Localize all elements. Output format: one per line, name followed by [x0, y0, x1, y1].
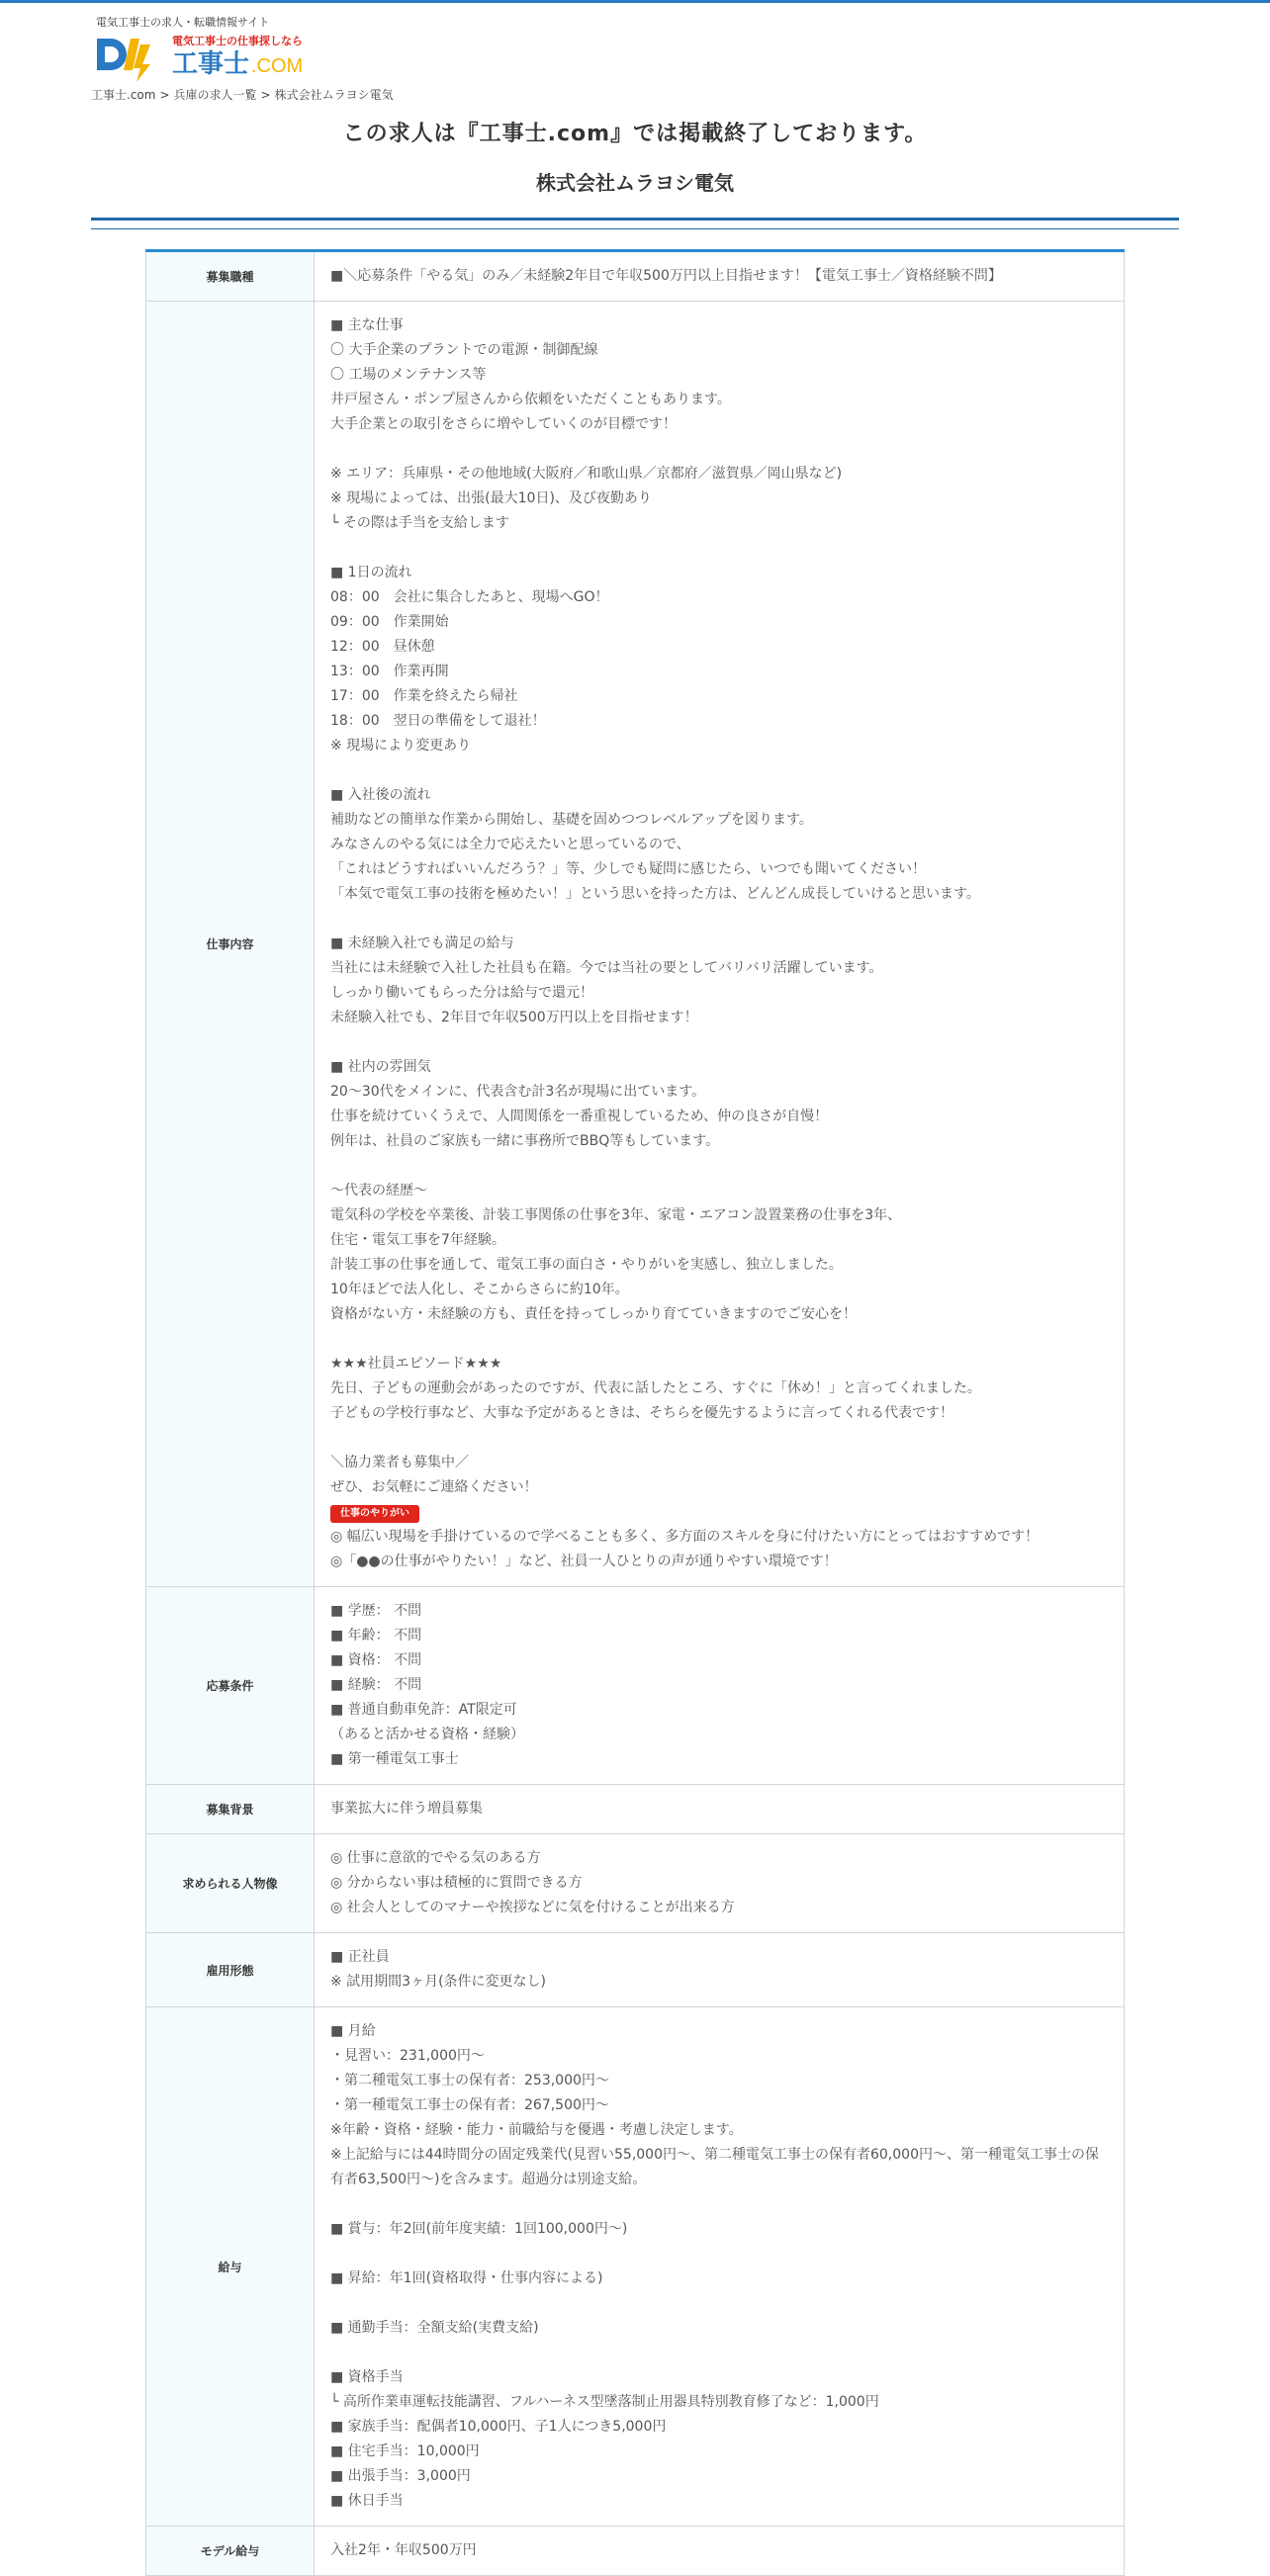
text-line: みなさんのやる気には全力で応えたいと思っているので、	[330, 837, 690, 852]
text-line	[330, 758, 1108, 783]
text-line: 10年ほどで法人化し、そこからさらに約10年。	[330, 1282, 629, 1297]
text-line: ■ 出張手当：3,000円	[330, 2468, 471, 2484]
text-line: 井戸屋さん・ポンプ屋さんから依頼をいただくこともあります。	[330, 392, 731, 407]
text-line: ◎ 分からない事は積極的に質問できる方	[330, 1875, 583, 1891]
text-line: ■ 資格： 不問	[330, 1652, 422, 1668]
text-line: ◎ 仕事に意欲的でやる気のある方	[330, 1850, 541, 1866]
row-value	[315, 1933, 1125, 2007]
text-line: 18：00 翌日の準備をして退社！	[330, 713, 546, 729]
text-line: ■ 家族手当：配偶者10,000円、子1人につき5,000円	[330, 2419, 667, 2435]
text-line: ・見習い：231,000円～	[330, 2048, 485, 2064]
row-requirements	[146, 1587, 1125, 1785]
text-line: 12：00 昼休憩	[330, 639, 435, 655]
text-line	[330, 1030, 1108, 1055]
row-value	[315, 2527, 1125, 2576]
text-line: ★★★社員エピソード★★★	[330, 1356, 502, 1372]
row-label: 求められる人物像	[146, 1834, 315, 1933]
text-line: ■ 普通自動車免許：AT限定可	[330, 1702, 517, 1718]
text-line: 子どもの学校行事など、大事な予定があるときは、そちらを優先するように言ってくれる代表です！	[330, 1405, 953, 1421]
text-line: 当社には未経験で入社した社員も在籍。今では当社の要としてバリバリ活躍しています。	[330, 960, 883, 976]
row-hiring-background	[146, 1785, 1125, 1834]
row-value	[315, 1834, 1125, 1933]
text-line	[330, 2291, 1108, 2316]
text-line: 大手企業との取引をさらに増やしていくのが目標です！	[330, 416, 677, 432]
text-line	[330, 437, 1108, 462]
text-line: 事業拡大に伴う増員募集	[330, 1801, 483, 1817]
text-line: ※上記給与には44時間分の固定残業代(見習い55,000円～、第二種電気工事士の保有者60,000円～、第一種電気工事士の保有者63,500円～)を含みます。超過分は別途支給。	[330, 2147, 1099, 2187]
text-line: ・第二種電気工事士の保有者：253,000円～	[330, 2073, 609, 2088]
listing-closed-notice: この求人は『工事士.com』では掲載終了しております。	[342, 122, 928, 146]
text-line: ■ 資格手当	[330, 2369, 404, 2385]
text-line	[330, 907, 1108, 932]
text-line: 20～30代をメインに、代表含む計3名が現場に出ています。	[330, 1084, 706, 1100]
text-line: 未経験入社でも、2年目で年収500万円以上を目指せます！	[330, 1010, 698, 1025]
text-line: ぜひ、お気軽にご連絡ください！	[330, 1479, 538, 1495]
row-value	[315, 302, 1125, 1587]
text-line: 仕事を続けていくうえで、人間関係を一番重視しているため、仲の良さが自慢！	[330, 1109, 829, 1124]
text-line	[330, 1426, 1108, 1451]
text-line	[330, 1327, 1108, 1352]
breadcrumb-hyogo-list[interactable]: 兵庫の求人一覧	[173, 88, 257, 102]
text-line: ■ 通勤手当：全額支給(実費支給)	[330, 2320, 539, 2336]
row-label: 募集職種	[146, 251, 315, 302]
text-line: 13：00 作業再開	[330, 664, 449, 679]
divider-thin	[91, 228, 1179, 229]
text-line: （あると活かせる資格・経験）	[330, 1727, 524, 1742]
text-line: ◎ 幅広い現場を手掛けているので学べることも多く、多方面のスキルを身に付けたい方にとってはおすすめです！	[330, 1529, 1040, 1545]
job-details-table	[145, 249, 1125, 2576]
breadcrumb-home[interactable]: 工事士.com	[91, 88, 156, 102]
text-line: └ その際は手当を支給します	[330, 515, 509, 531]
text-line: ◎ 社会人としてのマナーや挨拶などに気を付けることが出来る方	[330, 1900, 735, 1915]
text-line: 資格がない方・未経験の方も、責任を持ってしっかり育てていきますのでご安心を！	[330, 1306, 857, 1322]
text-line: ・第一種電気工事士の保有者：267,500円～	[330, 2097, 609, 2113]
text-line: 入社2年・年収500万円	[330, 2542, 477, 2558]
text-line: ■ 主な仕事	[330, 317, 404, 333]
svg-text:工事士: 工事士	[172, 49, 250, 79]
text-line: ■ 昇給：年1回(資格取得・仕事内容による)	[330, 2270, 603, 2286]
text-line: ※ 現場により変更あり	[330, 738, 472, 754]
site-header	[0, 3, 1270, 102]
text-line: ～代表の経歴～	[330, 1183, 427, 1199]
text-line: ■ 年齢： 不問	[330, 1628, 422, 1643]
breadcrumb: 工事士.com > 兵庫の求人一覧 > 株式会社ムラヨシ電気	[91, 88, 394, 102]
text-line: ※ エリア：兵庫県・その他地域(大阪府／和歌山県／京都府／滋賀県／岡山県など)	[330, 466, 843, 482]
text-line: 09：00 作業開始	[330, 614, 449, 630]
text-line	[330, 2192, 1108, 2217]
row-job-description	[146, 302, 1125, 1587]
row-label: 給与	[146, 2007, 315, 2527]
text-line: 08：00 会社に集合したあと、現場へGO！	[330, 589, 609, 605]
text-line: ■ 第一種電気工事士	[330, 1751, 459, 1767]
text-line: └ 高所作業車運転技能講習、フルハーネス型墜落制止用器具特別教育修了など：1,000円	[330, 2394, 879, 2410]
row-label: 募集背景	[146, 1785, 315, 1834]
text-line: ■ 正社員	[330, 1949, 390, 1965]
row-employment-type	[146, 1933, 1125, 2007]
text-line: ■ 賞与：年2回(前年度実績：1回100,000円～)	[330, 2221, 628, 2237]
text-line: 電気科の学校を卒業後、計装工事関係の仕事を3年、家電・エアコン設置業務の仕事を3年、	[330, 1207, 902, 1223]
highlight-badge: 仕事のやりがい	[330, 1505, 419, 1523]
row-label: 応募条件	[146, 1587, 315, 1785]
divider-thick	[91, 218, 1179, 221]
breadcrumb-current: 株式会社ムラヨシ電気	[274, 88, 394, 102]
text-line: ■＼応募条件「やる気」のみ／未経験2年目で年収500万円以上目指せます！【電気工事士／資格経験不問】	[330, 268, 1002, 284]
svg-text:電気工事士の仕事探しなら: 電気工事士の仕事探しなら	[172, 36, 303, 47]
text-line: 先日、子どもの運動会があったのですが、代表に話したところ、すぐに「休め！」と言ってくれました。	[330, 1380, 981, 1396]
text-line: しっかり働いてもらった分は給与で還元！	[330, 985, 593, 1001]
text-line: ■ 入社後の流れ	[330, 787, 431, 803]
row-value	[315, 1785, 1125, 1834]
row-value	[315, 2007, 1125, 2527]
text-line	[330, 2242, 1108, 2266]
text-line: ■ 未経験入社でも満足の給与	[330, 935, 514, 951]
text-line	[330, 1154, 1108, 1179]
row-label: 雇用形態	[146, 1933, 315, 2007]
text-line: ＼協力業者も募集中／	[330, 1455, 469, 1470]
row-label: モデル給与	[146, 2527, 315, 2576]
text-line: ■ 1日の流れ	[330, 565, 412, 580]
text-line: 「これはどうすればいいんだろう？」等、少しでも疑問に感じたら、いつでも聞いてください！	[330, 861, 926, 877]
text-line: ■ 月給	[330, 2023, 376, 2039]
text-line: ※年齢・資格・経験・能力・前職給与を優遇・考慮し決定します。	[330, 2122, 743, 2138]
text-line: ■ 学歴： 不問	[330, 1603, 422, 1619]
logo-graphic	[95, 31, 332, 86]
text-line: 住宅・電気工事を7年経験。	[330, 1232, 505, 1248]
company-name: 株式会社ムラヨシ電気	[536, 171, 734, 195]
svg-text:.COM: .COM	[251, 55, 304, 77]
text-line: ※ 現場によっては、出張(最大10日)、及び夜勤あり	[330, 490, 652, 506]
row-salary	[146, 2007, 1125, 2527]
text-line	[330, 536, 1108, 561]
text-line: 17：00 作業を終えたら帰社	[330, 688, 518, 704]
row-value	[315, 1587, 1125, 1785]
text-line: ■ 休日手当	[330, 2493, 404, 2509]
text-line: 補助などの簡単な作業から開始し、基礎を固めつつレベルアップを図ります。	[330, 812, 813, 828]
text-line: ■ 経験： 不問	[330, 1677, 422, 1693]
row-value	[315, 251, 1125, 302]
row-model-salary	[146, 2527, 1125, 2576]
text-line: 例年は、社員のご家族も一緒に事務所でBBQ等もしています。	[330, 1133, 720, 1149]
text-line: ◎「●●の仕事がやりたい！」など、社員一人ひとりの声が通りやすい環境です！	[330, 1554, 838, 1569]
text-line: 〇 工場のメンテナンス等	[330, 367, 487, 383]
row-label: 仕事内容	[146, 302, 315, 1587]
row-ideal-candidate	[146, 1834, 1125, 1933]
text-line: 「本気で電気工事の技術を極めたい！」という思いを持った方は、どんどん成長していけると思います。	[330, 886, 980, 902]
text-line	[330, 2341, 1108, 2365]
text-line: 計装工事の仕事を通して、電気工事の面白さ・やりがいを実感し、独立しました。	[330, 1257, 843, 1273]
site-tagline: 電気工事士の求人・転職情報サイト	[96, 16, 270, 29]
site-logo[interactable]	[95, 31, 332, 86]
text-line: ※ 試用期間3ヶ月(条件に変更なし)	[330, 1974, 547, 1990]
text-line: ■ 社内の雰囲気	[330, 1059, 431, 1075]
row-job-title	[146, 251, 1125, 302]
text-line: 〇 大手企業のプラントでの電源・制御配線	[330, 342, 598, 358]
text-line: ■ 住宅手当：10,000円	[330, 2443, 480, 2459]
